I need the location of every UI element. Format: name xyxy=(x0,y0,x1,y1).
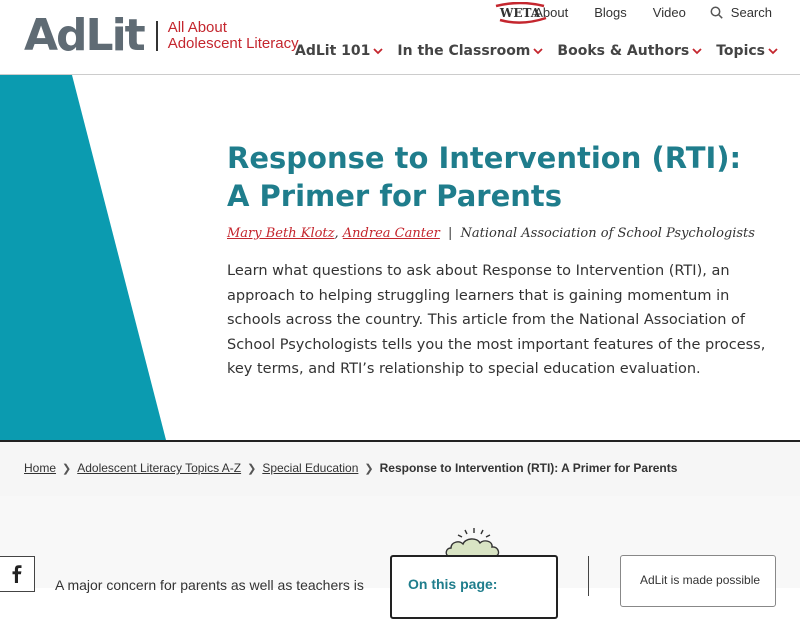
search-icon xyxy=(710,6,723,19)
nav-adlit-101-label: AdLit 101 xyxy=(295,43,371,59)
logo-tagline xyxy=(168,20,299,52)
nav-topics-label: Topics xyxy=(716,43,765,59)
tagline-line-1: All About xyxy=(167,19,227,36)
article-byline xyxy=(227,226,755,241)
nav-books-authors[interactable] xyxy=(557,43,702,59)
nav-adlit-101[interactable] xyxy=(295,43,383,59)
breadcrumb xyxy=(0,442,800,496)
main-nav xyxy=(281,43,778,59)
nav-books-authors-label: Books & Authors xyxy=(557,43,690,59)
site-logo[interactable] xyxy=(24,10,299,61)
article-title: Response to Intervention (RTI): A Primer for Parents xyxy=(227,141,742,213)
chevron-right-icon: ❯ xyxy=(364,462,374,475)
logo-wordmark: AdLit xyxy=(24,10,144,61)
logo-divider xyxy=(156,21,158,51)
chevron-right-icon: ❯ xyxy=(247,462,257,475)
nav-about-link[interactable]: About xyxy=(534,5,569,20)
nav-blogs-link[interactable]: Blogs xyxy=(594,5,627,20)
byline-separator: | xyxy=(448,226,453,241)
nav-topics[interactable] xyxy=(716,43,778,59)
chevron-down-icon xyxy=(533,47,543,55)
article-intro-text: A major concern for parents as well as teachers is xyxy=(55,577,364,593)
tagline-line-2: Adolescent Literacy xyxy=(167,35,299,52)
article-summary: Learn what questions to ask about Response to Intervention (RTI), an approach to helping struggling learners that is gaining momentum in schools across the country. This article from the National Association of School Psychologists tells you the most important features of the process, key terms, and RTI’s relationship to special education evaluation. xyxy=(227,263,766,377)
on-this-page-box xyxy=(390,555,558,619)
facebook-icon xyxy=(11,565,23,583)
chevron-down-icon xyxy=(373,47,383,55)
hero-teal-shape xyxy=(0,75,170,440)
author-link[interactable]: Mary Beth Klotz xyxy=(227,226,335,241)
on-this-page-title: On this page: xyxy=(408,576,498,592)
nav-in-the-classroom-label: In the Classroom xyxy=(397,43,531,59)
breadcrumb-row xyxy=(24,461,677,475)
breadcrumb-home[interactable]: Home xyxy=(24,461,57,475)
search-button[interactable] xyxy=(710,5,772,20)
chevron-down-icon xyxy=(692,47,702,55)
facebook-share-button[interactable] xyxy=(0,556,35,592)
article-hero xyxy=(0,75,800,442)
sponsor-box xyxy=(620,555,776,607)
chevron-right-icon: ❯ xyxy=(62,462,72,475)
column-divider xyxy=(588,556,589,596)
cloud-illustration-icon xyxy=(443,526,505,558)
breadcrumb-topics[interactable]: Adolescent Literacy Topics A-Z xyxy=(77,461,242,475)
author-link[interactable]: Andrea Canter xyxy=(342,226,440,241)
breadcrumb-special-education[interactable]: Special Education xyxy=(262,461,359,475)
search-label: Search xyxy=(730,5,772,20)
sponsor-text: AdLit is made possible xyxy=(640,573,761,587)
weta-logo-text: WETA xyxy=(499,6,541,20)
breadcrumb-current: Response to Intervention (RTI): A Primer for Parents xyxy=(379,461,678,475)
nav-in-the-classroom[interactable] xyxy=(397,43,543,59)
utility-nav xyxy=(508,5,772,20)
author-separator: , xyxy=(334,226,339,241)
article-organization: National Association of School Psychologists xyxy=(460,226,755,241)
nav-video-link[interactable]: Video xyxy=(652,5,686,20)
site-header xyxy=(0,0,800,75)
chevron-down-icon xyxy=(768,47,778,55)
